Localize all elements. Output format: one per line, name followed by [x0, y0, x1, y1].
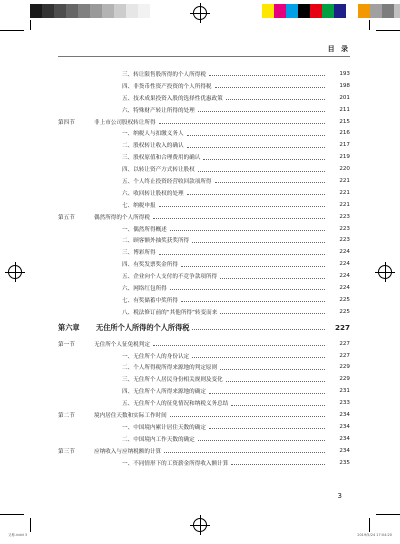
toc-entry-label: 八、税法修订前的“其他所得”转变而来 [122, 309, 218, 316]
dot-leader [170, 416, 325, 417]
toc-item-row [58, 175, 350, 187]
gray-swatch [90, 4, 102, 18]
dot-leader [203, 159, 325, 160]
gray-swatch [54, 4, 66, 18]
toc-page-number: 229 [339, 376, 350, 383]
toc-item-row [58, 234, 350, 246]
toc-page-number: 234 [339, 435, 350, 442]
toc-page-number: 198 [339, 82, 350, 89]
toc-page-number: 219 [339, 154, 350, 161]
toc-section-row [58, 409, 350, 421]
color-swatch [382, 4, 394, 18]
dot-leader [181, 301, 325, 302]
toc-item-row [58, 68, 350, 80]
section-number: 第五节 [58, 214, 75, 221]
color-swatch [274, 4, 286, 18]
toc-entry-label: 五、无住所个人的征免情况和纳税义务总结 [122, 401, 229, 408]
toc-page-number: 227 [339, 340, 350, 347]
gray-swatch [114, 4, 126, 18]
crop-mark-br-v [369, 518, 370, 532]
toc-page-number: 211 [339, 106, 350, 113]
dot-leader [187, 147, 325, 148]
color-swatch [298, 4, 310, 18]
dot-leader [192, 242, 325, 243]
toc-item-row [58, 187, 350, 199]
toc-page-number: 225 [339, 308, 350, 315]
color-swatch [358, 4, 370, 18]
toc-entry-label: 三、无住所个人居民身份相关规则及变化 [122, 377, 223, 384]
toc-page-number: 216 [339, 130, 350, 137]
toc-entry-label: 无住所个人所得的个人所得税 [96, 322, 190, 332]
toc-item-row [58, 373, 350, 385]
color-swatch [322, 4, 334, 18]
toc-entry-label: 五、个人终止投资经营收回款项所得 [122, 178, 212, 185]
toc-entry-label: 一、中国境内累计居住天数的确定 [122, 424, 206, 431]
footer-filename: 又称.indd 3 [8, 533, 28, 537]
toc-page-number: 220 [339, 166, 350, 173]
dot-leader [215, 87, 325, 88]
dot-leader [220, 313, 325, 314]
registration-mark-right [378, 265, 392, 279]
toc-item-row [58, 270, 350, 282]
toc-entry-label: 五、技术成果投资入股的选择性优惠政策 [122, 95, 223, 102]
registration-mark-left [8, 265, 22, 279]
dot-leader [215, 182, 325, 183]
color-calibration-bar [262, 4, 400, 18]
header-rule [58, 56, 350, 57]
toc-entry-label: 一、纳税人与扣缴义务人 [122, 131, 184, 138]
dot-leader [198, 440, 325, 441]
crop-mark-tl-h [0, 30, 24, 31]
toc-page-number: 234 [339, 423, 350, 430]
page-number: 3 [337, 492, 342, 500]
toc-section-row [58, 211, 350, 223]
dot-leader [187, 194, 325, 195]
color-swatch [286, 4, 298, 18]
toc-page-number: 223 [339, 237, 350, 244]
toc-entry-label: 二、股权转让收入的确认 [122, 143, 184, 150]
toc-page-number: 234 [339, 447, 350, 454]
toc-entry-label: 一、偶然所得概述 [122, 226, 167, 233]
toc-page-number: 224 [339, 249, 350, 256]
toc-entry-label: 非上市公司股权转让所得 [94, 119, 156, 126]
registration-mark-top [193, 6, 207, 20]
toc-entry-label: 二、个人所得税所得来源地的判定原则 [122, 365, 218, 372]
toc-item-row [58, 397, 350, 409]
dot-leader [192, 357, 325, 358]
toc-page-number: 227 [334, 323, 350, 333]
toc-entry-label: 应纳收入与应纳税额的计算 [94, 448, 162, 455]
dot-leader [220, 278, 325, 279]
dot-leader [170, 230, 325, 231]
dot-leader [226, 99, 325, 100]
footer-timestamp: 2019/5/24 17:04:20 [357, 533, 392, 537]
gray-swatch [78, 4, 90, 18]
dot-leader [220, 369, 325, 370]
toc-page-number: 227 [339, 352, 350, 359]
toc-entry-label: 二、中国境内工作天数的确定 [122, 436, 195, 443]
dot-leader [198, 111, 325, 112]
gray-swatch [102, 4, 114, 18]
toc-page-number: 193 [339, 70, 350, 77]
dot-leader [153, 345, 325, 346]
dot-leader [226, 381, 325, 382]
toc-page-number: 231 [339, 388, 350, 395]
toc-page-number: 224 [339, 261, 350, 268]
toc-item-row [58, 151, 350, 163]
registration-mark-bottom [193, 518, 207, 532]
color-swatch [310, 4, 322, 18]
toc-entry-label: 四、非货币性资产投资的个人所得税 [122, 83, 212, 90]
dot-leader [209, 393, 325, 394]
toc-entry-label: 六、网络红包所得 [122, 285, 167, 292]
toc-item-row [58, 282, 350, 294]
crop-mark-tl-v [30, 20, 31, 30]
color-swatch [346, 4, 358, 18]
dot-leader [153, 218, 325, 219]
toc-page-number: 223 [339, 213, 350, 220]
dot-leader [187, 135, 325, 136]
toc-section-row [58, 338, 350, 350]
toc-entry-label: 偶然所得的个人所得税 [94, 214, 150, 221]
toc-page-number: 223 [339, 225, 350, 232]
toc-entry-label: 四、无住所个人所得来源地的确定 [122, 389, 206, 396]
crop-mark-bl-v [30, 518, 31, 532]
dot-leader [231, 405, 325, 406]
section-number: 第四节 [58, 119, 75, 126]
toc-section-row [58, 445, 350, 457]
table-of-contents [58, 68, 350, 469]
toc-entry-label: 无住所个人征免税判定 [94, 341, 150, 348]
crop-mark-tr-h [376, 30, 400, 31]
dot-leader [181, 266, 325, 267]
toc-page-number: 235 [339, 459, 350, 466]
toc-item-row [58, 258, 350, 270]
toc-entry-label: 六、收回转让股权的处理 [122, 190, 184, 197]
section-number: 第三节 [58, 448, 75, 455]
gray-swatch [66, 4, 78, 18]
toc-item-row [58, 199, 350, 211]
dot-leader [159, 254, 325, 255]
toc-item-row [58, 350, 350, 362]
toc-entry-label: 四、有奖发票奖金所得 [122, 262, 178, 269]
dot-leader [231, 464, 325, 465]
dot-leader [209, 428, 325, 429]
toc-page-number: 201 [339, 94, 350, 101]
toc-page-number: 221 [339, 201, 350, 208]
toc-page-number: 215 [339, 118, 350, 125]
toc-entry-label: 七、纳税申报 [122, 202, 156, 209]
toc-item-row [58, 306, 350, 318]
toc-section-row [58, 116, 350, 128]
dot-leader [159, 206, 325, 207]
gray-swatch [126, 4, 138, 18]
toc-entry-label: 三、博彩所得 [122, 250, 156, 257]
toc-item-row [58, 457, 350, 469]
gray-swatch [138, 4, 150, 18]
toc-item-row [58, 163, 350, 175]
toc-item-row [58, 104, 350, 116]
toc-entry-label: 一、不同情形下的工资薪金所得收入额计算 [122, 460, 229, 467]
color-swatch [394, 4, 400, 18]
toc-entry-label: 三、转让限售股所得的个人所得税 [122, 71, 206, 78]
color-swatch [262, 4, 274, 18]
crop-mark-bl-h [0, 514, 24, 515]
dot-leader [198, 171, 325, 172]
toc-entry-label: 三、股权原值和合理费用的确认 [122, 155, 201, 162]
page-header-title: 目 录 [327, 45, 350, 53]
toc-entry-label: 一、无住所个人的身份认定 [122, 353, 190, 360]
toc-item-row [58, 80, 350, 92]
dot-leader [170, 289, 325, 290]
toc-page-number: 217 [339, 142, 350, 149]
toc-item-row [58, 433, 350, 445]
crop-mark-tr-v [369, 20, 370, 30]
toc-entry-label: 六、特殊财产转让所得的处理 [122, 107, 195, 114]
toc-page-number: 233 [339, 400, 350, 407]
toc-entry-label: 七、有奖储蓄中奖所得 [122, 297, 178, 304]
section-number: 第二节 [58, 412, 75, 419]
toc-page-number: 221 [339, 189, 350, 196]
grayscale-bar [30, 4, 150, 18]
chapter-number: 第六章 [58, 322, 80, 332]
toc-item-row [58, 92, 350, 104]
toc-item-row [58, 361, 350, 373]
toc-page-number: 224 [339, 284, 350, 291]
dot-leader [159, 123, 325, 124]
toc-item-row [58, 223, 350, 235]
toc-item-row [58, 246, 350, 258]
toc-item-row [58, 421, 350, 433]
toc-page-number: 224 [339, 273, 350, 280]
toc-page-number: 221 [339, 177, 350, 184]
toc-entry-label: 五、企业向个人支付的不竞争款项所得 [122, 274, 218, 281]
section-number: 第一节 [58, 341, 75, 348]
dot-leader [192, 329, 325, 330]
gray-swatch [30, 4, 42, 18]
gray-swatch [42, 4, 54, 18]
toc-page-number: 229 [339, 364, 350, 371]
toc-chapter-row [58, 320, 350, 336]
toc-entry-label: 四、以转让资产方式转让股权 [122, 167, 195, 174]
toc-item-row [58, 294, 350, 306]
toc-entry-label: 境内居住天数和实际工作时间 [94, 412, 167, 419]
toc-entry-label: 二、顾客额外抽奖获奖所得 [122, 238, 190, 245]
dot-leader [164, 452, 325, 453]
color-swatch [334, 4, 346, 18]
toc-item-row [58, 385, 350, 397]
toc-item-row [58, 139, 350, 151]
toc-page-number: 234 [339, 411, 350, 418]
crop-mark-br-h [376, 514, 400, 515]
dot-leader [209, 75, 325, 76]
toc-page-number: 225 [339, 296, 350, 303]
toc-item-row [58, 127, 350, 139]
color-swatch [370, 4, 382, 18]
